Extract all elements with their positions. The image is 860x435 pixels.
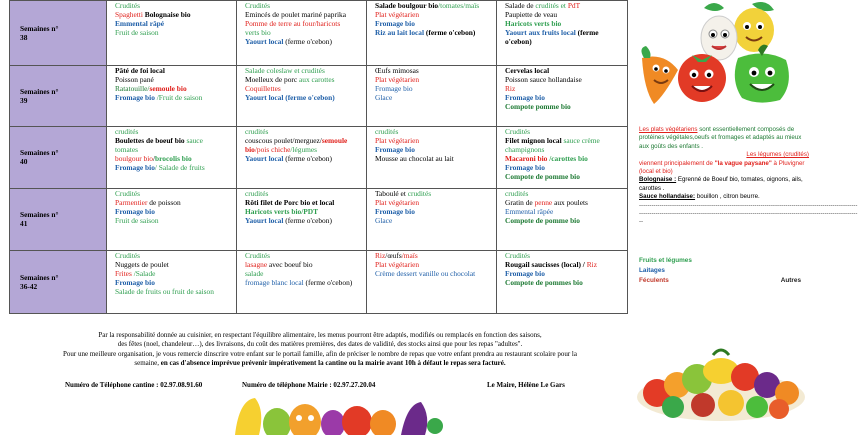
week-number: 36-42 [20, 281, 38, 291]
menu-text: /Fruit de saison [156, 92, 203, 102]
phone-mairie: Numéro de téléphone Mairie : 02.97.27.20.04 [242, 381, 376, 389]
menu-line: Fromage bio [115, 277, 155, 287]
menu-line [245, 217, 366, 226]
menu-day-cell [107, 251, 237, 314]
menu-text: Rougail saucisses (local) / [505, 259, 587, 269]
menu-text: avec boeuf bio [269, 259, 313, 269]
color-legend [639, 256, 809, 286]
bolognaise-note [639, 176, 809, 193]
menu-text: crudités [407, 189, 432, 198]
footer-notice [10, 331, 630, 368]
menu-line: Poisson pané [115, 74, 154, 84]
menu-text: Ratatouille/ [115, 83, 150, 93]
menu-line [375, 29, 496, 38]
vegetarian-note [639, 126, 809, 151]
menu-text: penne [534, 197, 555, 207]
menu-line: Nuggets de poulet [115, 259, 169, 269]
menu-line: Riz [505, 83, 516, 93]
menu-line: Fromage bio [375, 18, 415, 28]
dash-separator-3: -- [639, 218, 644, 226]
menu-text: / Salade de fruits [154, 162, 205, 172]
vegetables-note [639, 151, 809, 159]
menu-row [10, 1, 628, 66]
menu-line: Crudités [505, 127, 531, 136]
menu-text: semoule [321, 135, 348, 145]
menu-day-cell [237, 127, 367, 189]
menu-line: Coquillettes [245, 83, 281, 93]
menu-day-cell [237, 1, 367, 66]
menu-line: Fromage bio [375, 206, 415, 216]
week-number: 38 [20, 32, 28, 42]
week-number: 40 [20, 157, 28, 166]
dash-separator-2: ---------------------------------------------------------------------------------------------------------- [639, 210, 858, 218]
menu-text: Bolognaise bio [144, 9, 191, 19]
menu-line: Crudités [115, 189, 141, 198]
menu-text: Riz [375, 251, 386, 260]
legend-row [639, 276, 809, 286]
menu-line: Glace [375, 215, 393, 225]
week-label: Semaines n° [20, 210, 59, 220]
legend-autres: Autres [780, 277, 801, 284]
menu-text: Boulettes de boeuf bio [115, 135, 187, 145]
legend-laitages: Laitages [639, 267, 665, 274]
menu-text: (ferme [577, 27, 599, 37]
menu-text: (ferme o'cebon) [285, 215, 332, 225]
week-cell [10, 127, 107, 189]
menu-line [115, 94, 236, 103]
vegetables-note-quote: "la vague paysane" [714, 159, 772, 167]
footer-line-3: Pour une meilleure organisation, je vous remercie dinscrire votre enfant sur le portail famille, afin de préciser le nombre de repas que votre enfant prendra au restaurant scolaire pour la [63, 349, 577, 358]
week-cell [10, 66, 107, 127]
menu-text: bio [245, 144, 255, 154]
menu-text: de poisson [149, 197, 181, 207]
vegetables-note-tail: à Pluvigner (local et bio) [639, 159, 805, 176]
menu-text: Taboulé et [375, 189, 408, 198]
bolognaise-label: Bolognaise : [639, 176, 677, 184]
menu-day-cell [367, 66, 497, 127]
menu-line: Œufs mimosas [375, 66, 419, 75]
menu-day-cell [237, 251, 367, 314]
menu-line [245, 261, 366, 270]
menu-line: Pâté de foi local [115, 66, 165, 75]
menu-text: (ferme o'cebon) [285, 36, 332, 46]
menu-line: Poisson sauce hollandaise [505, 74, 582, 84]
menu-text: boulgour bio [115, 153, 153, 163]
menu-text: fromage blanc local [245, 277, 306, 287]
menu-line: Paupiette de veau [505, 9, 558, 19]
vegetables-note-body: viennent principalement de [639, 159, 715, 167]
menu-line: Crudités [245, 251, 271, 260]
menu-line: Plat végétarien [375, 135, 420, 145]
menu-line: salade [245, 268, 264, 278]
week-number: 39 [20, 95, 28, 105]
menu-text: aux poulets [554, 197, 588, 207]
menu-line: Crudités [245, 1, 271, 10]
menu-day-cell [497, 1, 628, 66]
menu-day-cell [107, 189, 237, 251]
week-label: Semaines n° [20, 86, 59, 96]
menu-text: (ferme o'cebon) [285, 153, 332, 163]
hollandaise-note [639, 193, 809, 201]
menu-line: Compote de pommes bio [505, 277, 583, 287]
phone-cantine: Numéro de Téléphone cantine : 02.97.08.91.60 [65, 381, 203, 389]
menu-text: semoule bio [149, 83, 187, 93]
menu-day-cell [367, 1, 497, 66]
menu-day-cell [497, 189, 628, 251]
menu-text: (ferme o'cebon) [305, 277, 353, 287]
menu-line: Pomme de terre au four/haricots [245, 18, 341, 28]
menu-line: Rôti filet de Porc bio et local [245, 197, 335, 207]
fruit-vegetable-pile-icon [633, 335, 808, 425]
menu-row [10, 189, 628, 251]
week-label: Semaines n° [20, 272, 59, 282]
menu-text: Filet mignon local [505, 135, 564, 145]
menu-line: crudités [245, 127, 269, 136]
menu-text: (ferme o'cebon) [425, 27, 476, 37]
menu-line: Fromage bio [505, 92, 545, 102]
menu-day-cell [237, 189, 367, 251]
menu-day-cell [367, 127, 497, 189]
menu-text: crudités et [535, 1, 568, 10]
mayor-signature: Le Maire, Hélène Le Gars [487, 381, 565, 389]
menu-row [10, 127, 628, 189]
menu-text: Yaourt local [245, 36, 286, 46]
menu-text: Yaourt local [245, 153, 286, 163]
menu-line: Emincés de poulet mariné paprika [245, 9, 346, 19]
menu-line: crudités [115, 127, 139, 136]
menu-text: Riz au lait local [375, 27, 426, 37]
menu-line: Mousse au chocolat au lait [375, 153, 454, 163]
footer-line-2: des fêtes (noel, chandeleur…), des livraisons, du coût des matières premières, des dates de validité, des stocks ainsi que pour les repas "adultes". [117, 340, 523, 349]
menu-line: Plat végétarien [375, 259, 420, 269]
legend-fruits: Fruits et légumes [639, 257, 692, 264]
menu-text: /tomates/maïs [438, 1, 480, 10]
menu-line: Emmental râpé [115, 18, 165, 28]
footer-line-4-warning: en cas d'absence imprévue prévenir impérativement la cantine ou la mairie avant 10h à défaut le repas sera facturé. [160, 358, 506, 367]
menu-day-cell [367, 251, 497, 314]
menu-text: Fromage bio [115, 162, 155, 172]
menu-day-cell [497, 127, 628, 189]
menu-line: Crudités [115, 1, 141, 10]
menu-line [245, 279, 366, 288]
menu-line: Crudités [505, 251, 531, 260]
vegetarian-note-body: sont essentiellement composés de protéines végétales,oeufs et fromages et adaptés au mieux aux goûts des enfants . [639, 126, 802, 150]
menu-text: / [152, 153, 156, 163]
footer-line-4 [10, 359, 630, 368]
menu-line: Plat végétarien [375, 74, 420, 84]
menu-line: Yaourt local (ferme o'cebon) [245, 92, 335, 102]
menu-text: Salade de [505, 1, 536, 10]
menu-text: Yaourt aux fruits local [505, 27, 578, 37]
menu-row [10, 251, 628, 314]
menu-text: Riz [586, 259, 597, 269]
week-number: 41 [20, 219, 28, 228]
menu-line: Fromage bio [115, 206, 155, 216]
bolognaise-body: Egrenné de Boeuf bio, tomates, oignons, ails, carottes . [639, 176, 803, 192]
menu-line: Fromage bio [505, 162, 545, 172]
menu-text: Spaghetti [115, 9, 145, 19]
menu-line: Fruit de saison [115, 215, 159, 225]
menu-text: aux carottes [298, 74, 335, 84]
menu-line: Fromage bio [375, 144, 415, 154]
menu-line: Cervelas local [505, 66, 550, 75]
menu-line: Haricots verts bio/PDT [245, 206, 319, 216]
menu-line: crudités [245, 189, 269, 198]
menu-body [10, 1, 628, 314]
menu-day-cell [237, 66, 367, 127]
menu-day-cell [367, 189, 497, 251]
menu-text: Gratin de [505, 197, 535, 207]
menu-line: Haricots verts bio [505, 18, 562, 28]
menu-text: brocolis bio [155, 153, 192, 163]
menu-line: Compote de pomme bio [505, 171, 580, 181]
vegetables-note-title: Les légumes (crudités) [746, 151, 809, 159]
menu-row [10, 66, 628, 127]
legend-feculents: Féculents [639, 277, 669, 284]
menu-day-cell [107, 1, 237, 66]
week-cell [10, 251, 107, 314]
menu-line [245, 155, 366, 164]
menu-line: champignons [505, 144, 545, 154]
menu-line: Compote pomme bio [505, 101, 571, 111]
menu-line: Salade coleslaw et crudités [245, 66, 325, 75]
hollandaise-label: Sauce hollandaise: [639, 193, 696, 201]
menu-line: Crudités [115, 251, 141, 260]
menu-line: verts bio [245, 27, 271, 37]
menu-line: Salade de fruits ou fruit de saison [115, 286, 214, 296]
menu-line: Plat végétarien [375, 197, 420, 207]
menu-text: sauce crème [563, 135, 600, 145]
side-notes [639, 126, 858, 227]
week-cell [10, 1, 107, 66]
menu-day-cell [497, 66, 628, 127]
footer-line-1: Par la responsabilité donnée au cuisinier, en respectant l'équilibre alimentaire, les menus pourront être adaptés, modifiés ou remplacés en fonction des saisons, [98, 331, 542, 339]
hollandaise-body: bouillon , citron beurre. [695, 193, 760, 201]
menu-text: /pois chiche [254, 144, 291, 154]
menu-line: o'cebon) [505, 36, 532, 46]
vegetable-characters-icon [634, 0, 802, 108]
menu-text: /œufs [385, 251, 402, 260]
menu-text: sauce [186, 135, 203, 145]
menu-line [115, 164, 236, 173]
menu-text: /maïs [401, 251, 418, 260]
menu-text: boulgour bio [397, 1, 439, 10]
vegetarian-note-title: Les plats végétariens [639, 126, 698, 133]
menu-line: Plat végétarien [375, 9, 420, 19]
week-label: Semaines n° [20, 148, 59, 158]
menu-text: Fromage bio [115, 92, 157, 102]
cartoon-fruits-icon [225, 390, 440, 435]
menu-line: tomates [115, 144, 138, 154]
menu-text: Salade [375, 1, 398, 10]
menu-table [9, 0, 628, 314]
menu-text: /Salade [133, 268, 156, 278]
menu-text: /légumes [290, 144, 318, 154]
menu-text: Parmentier [115, 197, 150, 207]
menu-text: Yaourt local [245, 215, 286, 225]
menu-line: Glace [375, 92, 393, 102]
menu-text: Frites [115, 268, 134, 278]
vegetables-note-detail [639, 160, 809, 177]
menu-day-cell [107, 66, 237, 127]
menu-day-cell [107, 127, 237, 189]
week-label: Semaines n° [20, 23, 59, 33]
menu-text: lasagne [245, 259, 270, 269]
footer-line-4-start: semaine, [134, 358, 161, 367]
menu-line: crudités [505, 189, 529, 198]
menu-text: couscous poulet/merguez/ [245, 135, 322, 145]
menu-text: Macaroni bio [505, 153, 550, 163]
dash-separator-1: ---------------------------------------------------------------------------------------------------------- [639, 201, 858, 209]
menu-line: Fruit de saison [115, 27, 159, 37]
menu-text: PdT [567, 1, 581, 10]
menu-line: Crème dessert vanille ou chocolat [375, 268, 476, 278]
menu-day-cell [497, 251, 628, 314]
menu-text: Moelleux de porc [245, 74, 299, 84]
menu-line: Fromage bio [375, 83, 413, 93]
week-cell [10, 189, 107, 251]
menu-line: Compote de pomme bio [505, 215, 580, 225]
menu-line: crudités [375, 127, 399, 136]
menu-text: /carottes bio [549, 153, 588, 163]
menu-line [245, 38, 366, 47]
menu-line: Emmental râpée [505, 206, 554, 216]
menu-line: Fromage bio [505, 268, 545, 278]
